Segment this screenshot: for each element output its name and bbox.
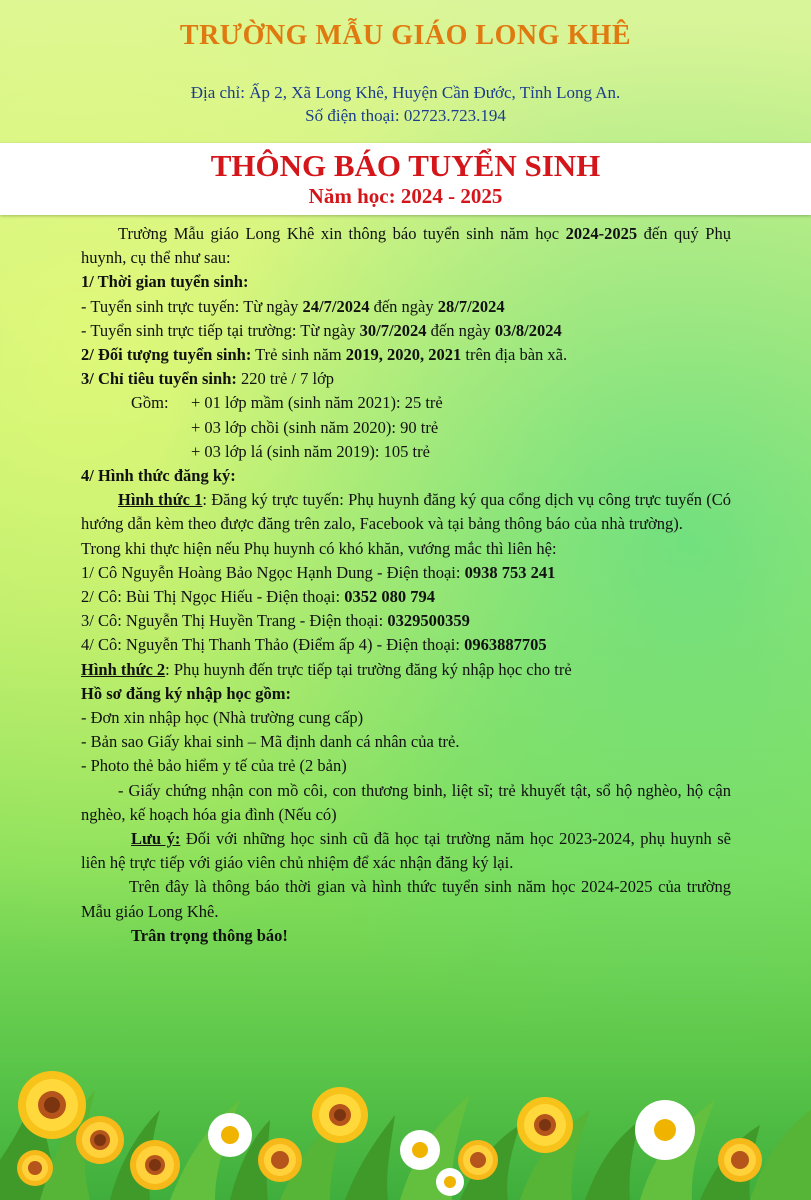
section4-heading: 4/ Hình thức đăng ký: (81, 466, 236, 486)
sunflower-border (0, 1040, 811, 1200)
sunflower-icon (517, 1097, 573, 1153)
direct-period: - Tuyển sinh trực tiếp tại trường: Từ ngày 30/7/2024 đến ngày 03/8/2024 (81, 320, 562, 340)
section1-heading: 1/ Thời gian tuyển sinh: (81, 272, 249, 292)
school-name: TRƯỜNG MẪU GIÁO LONG KHÊ (179, 20, 632, 51)
sunflower-icon (718, 1138, 762, 1182)
note-paragraph: Lưu ý: Đối với những học sinh cũ đã học tại trường năm học 2023-2024, phụ huynh sẽ liên hệ trực tiếp với giáo viên chủ nhiệm để xác nhận đăng ký lại. (81, 829, 732, 873)
school-year: Năm học: 2024 - 2025 (308, 184, 503, 208)
class-item: + 03 lớp lá (sinh năm 2019): 105 trẻ (191, 441, 430, 461)
doc-item: - Đơn xin nhập học (Nhà trường cung cấp) (81, 708, 364, 728)
doc-item: - Giấy chứng nhận con mồ côi, con thương binh, liệt sĩ; trẻ khuyết tật, sổ hộ nghèo, hộ cận nghèo, kế hoạch hóa gia đình (Nếu có) (81, 780, 731, 824)
school-address: Địa chỉ: Ấp 2, Xã Long Khê, Huyện Cần Đước, Tỉnh Long An. (190, 83, 621, 102)
daisy-icon (436, 1168, 464, 1196)
sunflower-icon (18, 1071, 86, 1139)
contact-item: 3/ Cô: Nguyễn Thị Huyền Trang - Điện thoại: 0329500359 (81, 611, 470, 631)
contact-intro: Trong khi thực hiện nếu Phụ huynh có khó khăn, vướng mắc thì liên hệ: (81, 538, 557, 558)
class-item: + 03 lớp chồi (sinh năm 2020): 90 trẻ (191, 417, 439, 437)
form1-paragraph: Hình thức 1: Đăng ký trực tuyến: Phụ huynh đăng ký qua cổng dịch vụ công trực tuyến (Có hướng dẫn kèm theo được đăng trên zalo, Facebook và tại bảng thông báo của nhà trường). (81, 490, 731, 534)
doc-item: - Bản sao Giấy khai sinh – Mã định danh cá nhân của trẻ. (81, 732, 460, 752)
doc-item: - Photo thẻ bảo hiểm y tế của trẻ (2 bản) (81, 756, 347, 776)
sunflower-icon (258, 1138, 302, 1182)
notice-title: THÔNG BÁO TUYỂN SINH (210, 148, 601, 183)
header (0, 0, 811, 140)
sunflower-icon (458, 1140, 498, 1180)
daisy-icon (635, 1100, 695, 1160)
sunflower-icon (130, 1140, 180, 1190)
title-banner (0, 143, 811, 215)
contact-item: 1/ Cô Nguyễn Hoàng Bảo Ngọc Hạnh Dung - Điện thoại: 0938 753 241 (81, 562, 556, 582)
class-item: + 01 lớp mầm (sinh năm 2021): 25 trẻ (191, 393, 443, 413)
class-list (131, 391, 731, 464)
section3-heading: 3/ Chỉ tiêu tuyển sinh: 220 trẻ / 7 lớp (81, 369, 335, 389)
contact-item: 4/ Cô: Nguyễn Thị Thanh Thảo (Điểm ấp 4) - Điện thoại: 0963887705 (81, 635, 547, 655)
notice-body (81, 222, 731, 948)
contact-item: 2/ Cô: Bùi Thị Ngọc Hiếu - Điện thoại: 0352 080 794 (81, 587, 435, 607)
online-period: - Tuyển sinh trực tuyến: Từ ngày 24/7/2024 đến ngày 28/7/2024 (81, 296, 505, 316)
school-phone: Số điện thoại: 02723.723.194 (305, 106, 506, 125)
intro-paragraph: Trường Mẫu giáo Long Khê xin thông báo tuyển sinh năm học 2024-2025 đến quý Phụ huynh, cụ thể như sau: (81, 224, 731, 268)
sunflower-icon (312, 1087, 368, 1143)
daisy-icon (400, 1130, 440, 1170)
includes-label: Gồm: (131, 393, 169, 413)
sunflower-icon (17, 1150, 53, 1186)
form2-paragraph: Hình thức 2: Phụ huynh đến trực tiếp tại trường đăng ký nhập học cho trẻ (81, 659, 572, 679)
closing-paragraph: Trên đây là thông báo thời gian và hình thức tuyển sinh năm học 2024-2025 của trường Mẫu giáo Long Khê. (81, 877, 731, 921)
sunflower-icon (76, 1116, 124, 1164)
docs-heading: Hồ sơ đăng ký nhập học gồm: (81, 683, 291, 703)
signoff: Trân trọng thông báo! (131, 925, 288, 945)
section2: 2/ Đối tượng tuyển sinh: Trẻ sinh năm 2019, 2020, 2021 trên địa bàn xã. (81, 345, 568, 365)
daisy-icon (208, 1113, 252, 1157)
